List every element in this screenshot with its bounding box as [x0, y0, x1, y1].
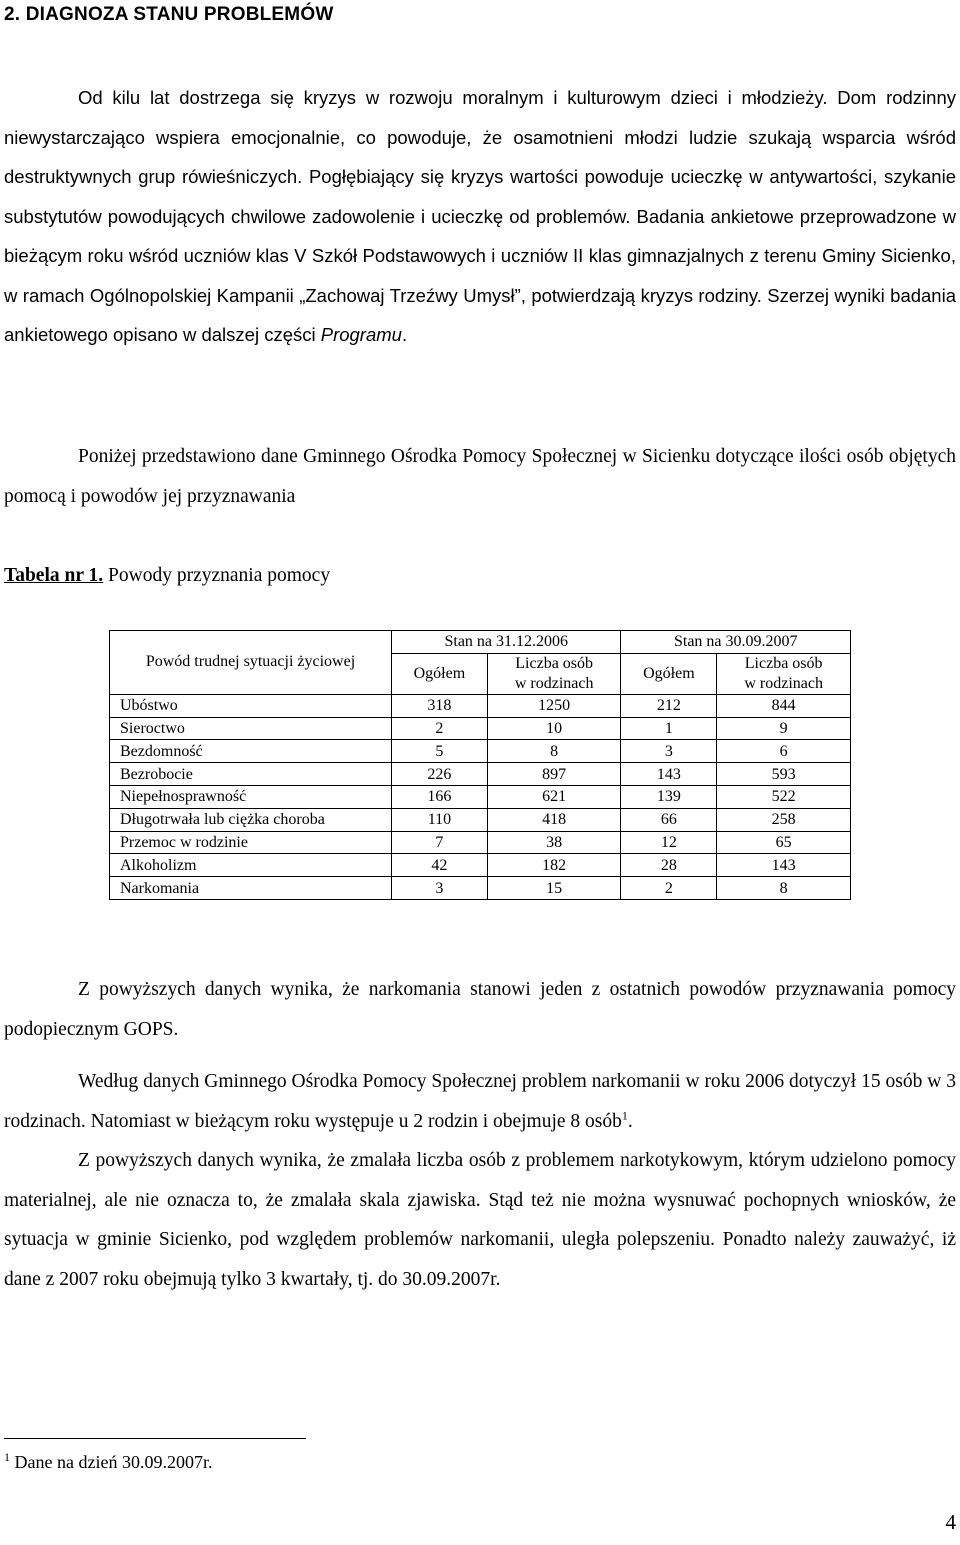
- people-2007-cell: 844: [717, 694, 851, 717]
- people-header-line2: w rodzinach: [744, 674, 823, 692]
- total-2007-header: Ogółem: [621, 653, 717, 694]
- total-2007-cell: 139: [621, 785, 717, 808]
- narcotics-data-paragraph: [4, 1062, 956, 1299]
- people-2007-cell: 6: [717, 740, 851, 763]
- table-row: [110, 717, 851, 740]
- people-header-line2: w rodzinach: [514, 674, 594, 692]
- total-2007-cell: 143: [621, 763, 717, 786]
- narcotics-analysis-text: Z powyższych danych wynika, że zmalała liczba osób z problemem narkotykowym, którym udzielono pomocy materialnej, ale nie oznacza to, że zmalała skala zjawiska. Stąd też nie można wysnuwać pochopnych wniosków, że sytuacja w gminie Sicienko, pod względem problemów narkomanii, uległa polepszeniu. Ponadto należy zauważyć, iż dane z 2007 roku obejmują tylko 3 kwartały, tj. do 30.09.2007r.: [4, 1150, 956, 1290]
- reason-cell: Sieroctwo: [110, 717, 392, 740]
- people-2006-cell: 8: [487, 740, 621, 763]
- footnote-mark: 1: [4, 1450, 10, 1464]
- total-2006-cell: 5: [392, 740, 488, 763]
- total-2006-cell: 42: [392, 854, 488, 877]
- table-caption: [4, 560, 330, 592]
- people-header-line1: Liczba osób: [744, 654, 823, 672]
- table-caption-text: Powody przyznania pomocy: [103, 565, 331, 586]
- intro-paragraph-end: .: [401, 324, 408, 345]
- table-row: [110, 854, 851, 877]
- people-2006-cell: 10: [487, 717, 621, 740]
- total-2007-cell: 12: [621, 831, 717, 854]
- footnote-separator: [4, 1438, 306, 1439]
- table-row: [110, 763, 851, 786]
- total-2006-cell: 2: [392, 717, 488, 740]
- total-2007-cell: 28: [621, 854, 717, 877]
- reason-cell: Przemoc w rodzinie: [110, 831, 392, 854]
- footnote-text: Dane na dzień 30.09.2007r.: [10, 1452, 213, 1472]
- total-2007-cell: 2: [621, 877, 717, 900]
- program-italic: Programu: [320, 324, 402, 345]
- footnote: [4, 1450, 212, 1474]
- total-2007-cell: 212: [621, 694, 717, 717]
- people-header-line1: Liczba osób: [515, 654, 594, 672]
- section-heading: 2. DIAGNOZA STANU PROBLEMÓW: [4, 4, 334, 25]
- total-2006-cell: 318: [392, 694, 488, 717]
- intro-paragraph-part2: Badania ankietowe przeprowadzone w bieżącym roku wśród uczniów klas V Szkół Podstawowych i uczniów II klas gimnazjalnych z terenu Gminy Sicienko, w ramach Ogólnopolskiej Kampanii „Zachowaj Trzeźwy Umysł”, potwierdzają kryzys rodziny. Szerzej wyniki badania ankietowego opisano w dalszej części: [4, 205, 956, 345]
- reason-cell: Bezrobocie: [110, 763, 392, 786]
- table-row: [110, 831, 851, 854]
- people-2006-cell: 15: [487, 877, 621, 900]
- reason-cell: Niepełnosprawność: [110, 785, 392, 808]
- data-intro-text: Poniżej przedstawiono dane Gminnego Ośrodka Pomocy Społecznej w Sicienku dotyczące ilości osób objętych pomocą i powodów jej przyznawania: [4, 446, 956, 507]
- reason-cell: Bezdomność: [110, 740, 392, 763]
- people-2006-cell: 182: [487, 854, 621, 877]
- table-row: [110, 808, 851, 831]
- total-2006-cell: 110: [392, 808, 488, 831]
- people-2006-cell: 1250: [487, 694, 621, 717]
- table-row: [110, 740, 851, 763]
- total-2006-cell: 166: [392, 785, 488, 808]
- people-2007-cell: 8: [717, 877, 851, 900]
- table-caption-label: Tabela nr 1.: [4, 565, 104, 586]
- people-2007-header: [717, 653, 851, 694]
- people-2007-cell: 593: [717, 763, 851, 786]
- period-2006-header: Stan na 31.12.2006: [392, 631, 621, 654]
- intro-paragraph: [4, 78, 956, 355]
- people-2006-cell: 897: [487, 763, 621, 786]
- people-2006-header: [487, 653, 621, 694]
- total-2007-cell: 1: [621, 717, 717, 740]
- people-2006-cell: 38: [487, 831, 621, 854]
- people-2006-cell: 621: [487, 785, 621, 808]
- table-row: [110, 785, 851, 808]
- page-number: 4: [945, 1510, 956, 1534]
- narcotics-data-end: .: [627, 1110, 633, 1132]
- aid-reasons-table: [109, 630, 851, 900]
- total-2006-cell: 3: [392, 877, 488, 900]
- people-2007-cell: 9: [717, 717, 851, 740]
- people-2007-cell: 65: [717, 831, 851, 854]
- reason-cell: Alkoholizm: [110, 854, 392, 877]
- people-2007-cell: 143: [717, 854, 851, 877]
- people-2007-cell: 522: [717, 785, 851, 808]
- total-2006-cell: 226: [392, 763, 488, 786]
- narcotics-data-text: Według danych Gminnego Ośrodka Pomocy Społecznej problem narkomanii w roku 2006 dotyczył 15 osób w 3 rodzinach. Natomiast w bieżącym roku występuje u 2 rodzin i obejmuje 8 osób: [4, 1071, 956, 1132]
- total-2007-cell: 66: [621, 808, 717, 831]
- table-row: [110, 877, 851, 900]
- reason-cell: Ubóstwo: [110, 694, 392, 717]
- reason-cell: Długotrwała lub ciężka choroba: [110, 808, 392, 831]
- table-header-row: [110, 631, 851, 654]
- reason-cell: Narkomania: [110, 877, 392, 900]
- people-2006-cell: 418: [487, 808, 621, 831]
- conclusion-paragraph: [4, 970, 956, 1049]
- data-intro-paragraph: [4, 437, 956, 516]
- footnote-reference[interactable]: 1: [621, 1108, 628, 1122]
- conclusion-text: Z powyższych danych wynika, że narkomania stanowi jeden z ostatnich powodów przyznawania pomocy podopiecznym GOPS.: [4, 979, 956, 1040]
- intro-paragraph-part1: Od kilu lat dostrzega się kryzys w rozwoju moralnym i kulturowym dzieci i młodzieży. Dom rodzinny niewystarczająco wspiera emocjonalnie, co powoduje, że osamotnieni młodzi ludzie szukają wsparcia wśród destruktywnych grup rówieśniczych. Pogłębiający się kryzys wartości powoduje ucieczkę w antywartości, szykanie substytutów powodujących chwilowe zadowolenie i ucieczkę od problemów.: [4, 87, 956, 227]
- people-2007-cell: 258: [717, 808, 851, 831]
- total-2006-cell: 7: [392, 831, 488, 854]
- table-row: [110, 694, 851, 717]
- total-2007-cell: 3: [621, 740, 717, 763]
- total-2006-header: Ogółem: [392, 653, 488, 694]
- period-2007-header: Stan na 30.09.2007: [621, 631, 851, 654]
- reason-column-header: Powód trudnej sytuacji życiowej: [110, 631, 392, 695]
